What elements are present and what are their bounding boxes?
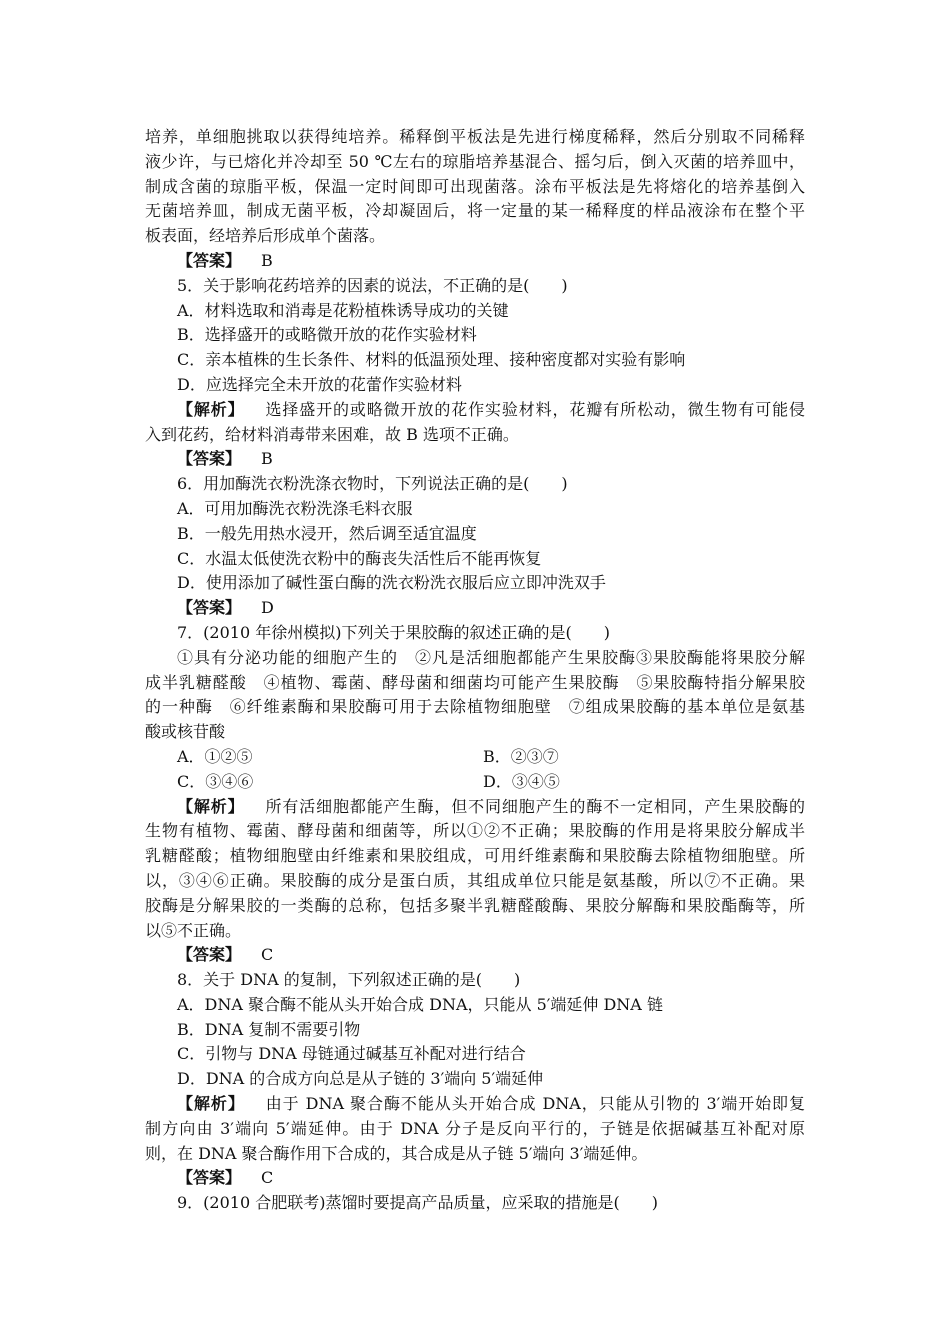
q8-option-d: D．DNA 的合成方向总是从子链的 3′端向 5′端延伸 bbox=[177, 1069, 544, 1089]
q8-analysis-line: 制方向由 3′端向 5′端延伸。由于 DNA 分子是反向平行的，子链是依据碱基互补配对原 bbox=[145, 1118, 805, 1138]
intro-line: 制成含菌的琼脂平板，保温一定时间即可出现菌落。涂布平板法是先将熔化的培养基倒入 bbox=[145, 176, 805, 196]
intro-line: 液少许，与已熔化并冷却至 50 ℃左右的琼脂培养基混合、摇匀后，倒入灭菌的培养皿中， bbox=[145, 151, 805, 171]
q8-analysis-first bbox=[145, 1092, 805, 1117]
q6-option-b: B．一般先用热水浸开，然后调至适宜温度 bbox=[177, 523, 477, 543]
answer-label: 【答案】 bbox=[177, 598, 242, 618]
q7-stem: 7．(2010 年徐州模拟)下列关于果胶酶的叙述正确的是( ) bbox=[177, 622, 610, 642]
q8-option-c: C．引物与 DNA 母链通过碱基互补配对进行结合 bbox=[177, 1044, 526, 1064]
q6-option-d: D．使用添加了碱性蛋白酶的洗衣粉洗衣服后应立即冲洗双手 bbox=[177, 573, 606, 593]
analysis-label: 【解析】 bbox=[177, 796, 245, 816]
q8-option-b: B．DNA 复制不需要引物 bbox=[177, 1019, 361, 1039]
q7-option-b: B．②③⑦ bbox=[483, 746, 559, 766]
analysis-label: 【解析】 bbox=[177, 399, 245, 419]
q6-answer-line bbox=[145, 596, 805, 621]
q7-body-line: 成半乳糖醛酸 ④植物、霉菌、酵母菌和细菌均可能产生果胶酶 ⑤果胶酶特指分解果胶 bbox=[145, 672, 805, 692]
q5-option-a: A．材料选取和消毒是花粉植株诱导成功的关键 bbox=[177, 300, 509, 320]
q7-analysis-first bbox=[145, 795, 805, 820]
q7-analysis-line: 胶酶是分解果胶的一类酶的总称，包括多聚半乳糖醛酸酶、果胶分解酶和果胶酯酶等，所 bbox=[145, 895, 805, 915]
q4-answer: B bbox=[261, 250, 273, 270]
q8-option-a: A．DNA 聚合酶不能从头开始合成 DNA，只能从 5′端延伸 DNA 链 bbox=[177, 994, 663, 1014]
q9-stem: 9．(2010 合肥联考)蒸馏时要提高产品质量，应采取的措施是( ) bbox=[177, 1193, 658, 1213]
answer-label: 【答案】 bbox=[177, 1168, 242, 1188]
q5-analysis-text: 选择盛开的或略微开放的花作实验材料，花瓣有所松动，微生物有可能侵 bbox=[264, 399, 805, 419]
q4-answer-line bbox=[145, 249, 805, 274]
q8-analysis-line: 则，在 DNA 聚合酶作用下合成的，其合成是从子链 5′端向 3′端延伸。 bbox=[145, 1143, 648, 1163]
q7-analysis-line: 生物有植物、霉菌、酵母菌和细菌等，所以①②不正确；果胶酶的作用是将果胶分解成半 bbox=[145, 821, 805, 841]
q5-analysis-line: 入到花药，给材料消毒带来困难，故 B 选项不正确。 bbox=[145, 424, 519, 444]
q7-answer-line bbox=[145, 943, 805, 968]
q5-answer-line bbox=[145, 447, 805, 472]
q5-analysis-first bbox=[145, 398, 805, 423]
q5-answer: B bbox=[261, 449, 273, 469]
intro-line: 培养，单细胞挑取以获得纯培养。稀释倒平板法是先进行梯度稀释，然后分别取不同稀释 bbox=[145, 127, 805, 146]
q5-option-b: B．选择盛开的或略微开放的花作实验材料 bbox=[177, 325, 477, 345]
answer-label: 【答案】 bbox=[177, 449, 242, 469]
q6-stem: 6．用加酶洗衣粉洗涤衣物时，下列说法正确的是( ) bbox=[177, 474, 568, 494]
q6-option-c: C．水温太低使洗衣粉中的酶丧失活性后不能再恢复 bbox=[177, 548, 542, 568]
intro-line: 板表面，经培养后形成单个菌落。 bbox=[145, 226, 386, 246]
q8-analysis-text: 由于 DNA 聚合酶不能从头开始合成 DNA，只能从引物的 3′端开始即复 bbox=[264, 1094, 805, 1114]
q7-analysis-line: 乳糖醛酸；植物细胞壁由纤维素和果胶组成，可用纤维素酶和果胶酶去除植物细胞壁。所 bbox=[145, 846, 805, 866]
q7-body-line: 的一种酶 ⑥纤维素酶和果胶酶可用于去除植物细胞壁 ⑦组成果胶酶的基本单位是氨基 bbox=[145, 697, 805, 717]
q7-options-row-2 bbox=[145, 770, 805, 795]
q8-answer: C bbox=[261, 1168, 274, 1188]
q8-answer-line bbox=[145, 1166, 805, 1191]
q7-option-c: C．③④⑥ bbox=[177, 771, 254, 791]
q7-options-row-1 bbox=[145, 745, 805, 770]
answer-label: 【答案】 bbox=[177, 250, 242, 270]
q7-option-a: A．①②⑤ bbox=[177, 746, 253, 766]
q8-stem: 8．关于 DNA 的复制，下列叙述正确的是( ) bbox=[177, 970, 521, 990]
q6-answer: D bbox=[261, 598, 274, 618]
answer-label: 【答案】 bbox=[177, 945, 242, 965]
q7-option-d: D．③④⑤ bbox=[483, 771, 560, 791]
q6-option-a: A．可用加酶洗衣粉洗涤毛料衣服 bbox=[177, 498, 413, 518]
document-page bbox=[145, 125, 805, 1216]
q7-analysis-text: 所有活细胞都能产生酶，但不同细胞产生的酶不一定相同，产生果胶酶的 bbox=[264, 796, 805, 816]
q5-option-d: D．应选择完全未开放的花蕾作实验材料 bbox=[177, 374, 462, 394]
q7-body-line: ①具有分泌功能的细胞产生的 ②凡是活细胞都能产生果胶酶③果胶酶能将果胶分解 bbox=[177, 647, 805, 667]
q5-stem: 5．关于影响花药培养的因素的说法，不正确的是( ) bbox=[177, 275, 568, 295]
intro-line: 无菌培养皿，制成无菌平板，冷却凝固后，将一定量的某一稀释度的样品液涂布在整个平 bbox=[145, 201, 805, 221]
q5-option-c: C．亲本植株的生长条件、材料的低温预处理、接种密度都对实验有影响 bbox=[177, 350, 686, 370]
q7-body-line: 酸或核苷酸 bbox=[145, 722, 226, 742]
analysis-label: 【解析】 bbox=[177, 1094, 245, 1114]
q7-analysis-line: 以⑤不正确。 bbox=[145, 920, 242, 940]
q7-analysis-line: 以，③④⑥正确。果胶酶的成分是蛋白质，其组成单位只能是氨基酸，所以⑦不正确。果 bbox=[145, 870, 805, 890]
q7-answer: C bbox=[261, 945, 274, 965]
